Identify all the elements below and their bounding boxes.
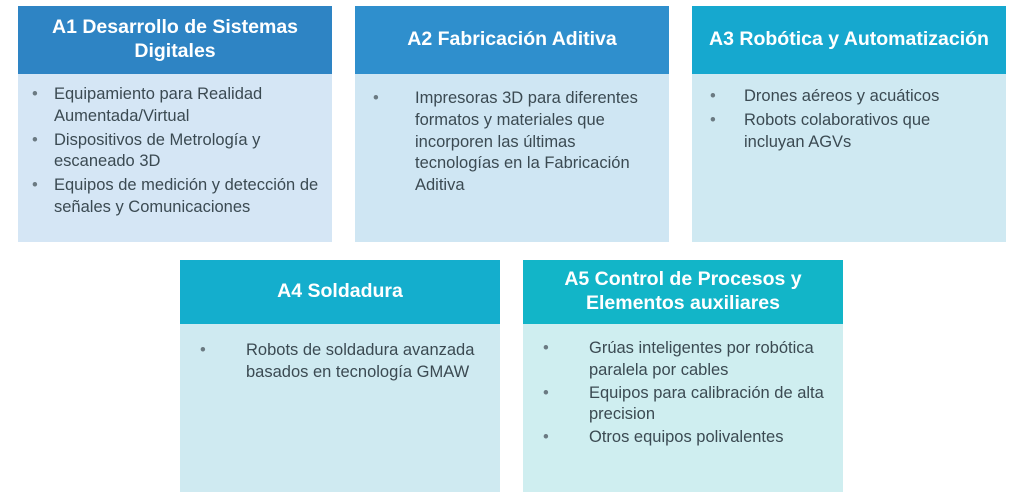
card-a2-title: A2 Fabricación Aditiva: [407, 28, 617, 51]
bullet-icon: •: [710, 110, 716, 129]
list-item: [533, 427, 831, 449]
card-a3-list: [702, 86, 994, 153]
bullet-icon: •: [373, 89, 379, 107]
list-item-text: Grúas inteligentes por robótica paralela por cables: [589, 339, 814, 379]
list-item-text: Equipos de medición y detección de señales y Comunicaciones: [54, 176, 319, 216]
list-item-text: Dispositivos de Metrología y escaneado 3D: [54, 130, 261, 171]
bullet-icon: •: [32, 130, 38, 149]
list-item: [28, 130, 320, 174]
list-item: [702, 110, 994, 154]
card-a2-body: [355, 74, 669, 242]
list-item: [533, 383, 831, 427]
card-a1-list: [28, 84, 320, 219]
bullet-icon: •: [543, 339, 549, 357]
card-a2[interactable]: [355, 6, 669, 242]
list-item-text: Impresoras 3D para diferentes formatos y materiales que incorporen las últimas tecnologías en la Fabricación Aditiva: [415, 89, 638, 195]
list-item: [533, 338, 831, 382]
card-a3-header: [692, 6, 1006, 74]
card-a4-body: [180, 324, 500, 492]
card-a3-title: A3 Robótica y Automatización: [709, 28, 989, 51]
list-item: [28, 175, 320, 219]
card-a4-header: [180, 260, 500, 324]
card-a5[interactable]: [523, 260, 843, 492]
bullet-icon: •: [543, 383, 549, 402]
list-item-text: Equipamiento para Realidad Aumentada/Virtual: [54, 85, 263, 125]
list-item-text: Drones aéreos y acuáticos: [744, 87, 940, 105]
card-a5-list: [533, 338, 831, 449]
list-item-text: Robots colaborativos que incluyan AGVs: [744, 110, 931, 151]
card-a4-list: [190, 340, 488, 384]
list-item-text: Otros equipos polivalentes: [589, 428, 784, 447]
card-a1-body: [18, 74, 332, 242]
card-a1-header: [18, 6, 332, 74]
list-item-text: Equipos para calibración de alta precision: [589, 383, 824, 424]
card-a3-body: [692, 74, 1006, 242]
card-a4-title: A4 Soldadura: [277, 280, 403, 303]
bullet-icon: •: [32, 85, 38, 103]
list-item: [28, 84, 320, 128]
card-a1-title: A1 Desarrollo de Sistemas Digitales: [51, 16, 299, 62]
card-a1[interactable]: [18, 6, 332, 242]
card-a4[interactable]: [180, 260, 500, 492]
card-a5-body: [523, 324, 843, 492]
bullet-icon: •: [32, 176, 38, 195]
card-a2-list: [365, 88, 657, 197]
card-a2-header: [355, 6, 669, 74]
card-a5-header: [523, 260, 843, 324]
bullet-icon: •: [543, 428, 549, 447]
bullet-icon: •: [200, 341, 206, 359]
bullet-icon: •: [710, 87, 716, 105]
list-item-text: Robots de soldadura avanzada basados en tecnología GMAW: [246, 341, 475, 381]
card-a5-title: A5 Control de Procesos y Elementos auxiliares: [564, 268, 802, 314]
list-item: [190, 340, 488, 384]
list-item: [365, 88, 657, 197]
list-item: [702, 86, 994, 108]
card-a3[interactable]: [692, 6, 1006, 242]
